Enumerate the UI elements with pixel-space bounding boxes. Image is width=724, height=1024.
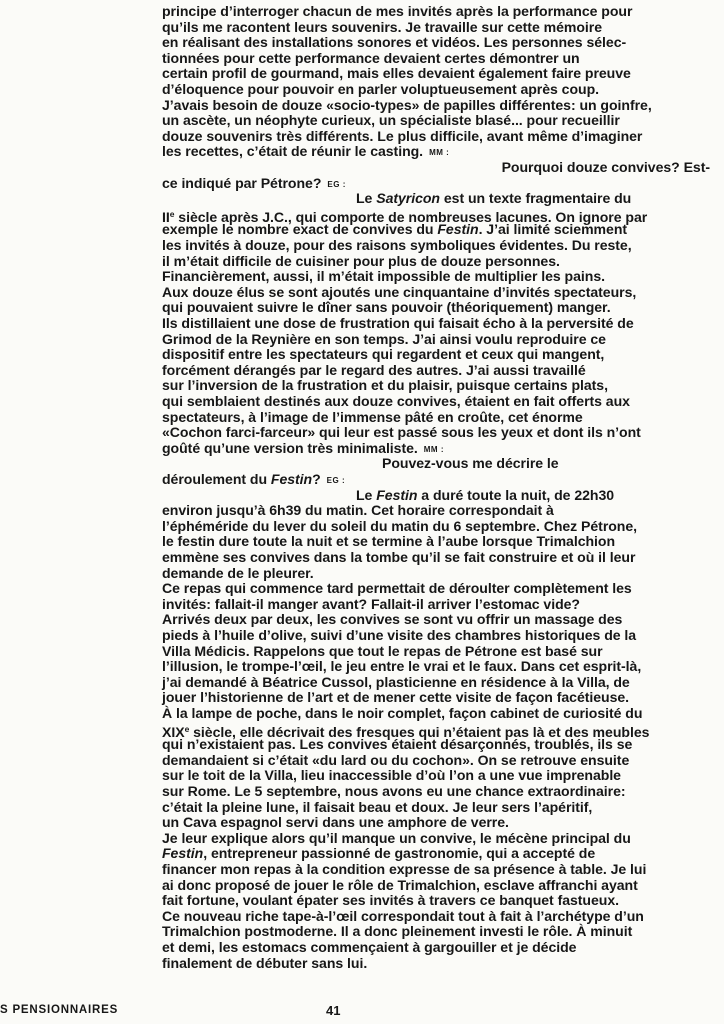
text-line <box>162 410 710 426</box>
text-line-content: À la lampe de poche, dans le noir complet, façon cabinet de curiosité du <box>162 705 643 721</box>
text-line-content: certain profil de gourmand, mais elles devaient également faire preuve <box>162 65 631 82</box>
text-line <box>162 191 710 207</box>
text-line-content: Le Festin a duré toute la nuit, de 22h30 <box>356 486 615 503</box>
text-line-content: tionnées pour cette performance devaient certes démontrer un <box>162 49 580 66</box>
text-line-content: invités: fallait-il manger avant? Fallait-il arriver l’estomac vide? <box>162 595 580 612</box>
text-line-content: qui n’existaient pas. Les convives étaient désarçonnés, troublés, ils se <box>162 736 633 753</box>
text-line-content: «Cochon farci-farceur» qui leur est passé sous les yeux et dont ils n’ont <box>162 424 641 441</box>
text-line <box>162 924 710 940</box>
text-line <box>162 566 710 582</box>
text-line <box>162 581 710 597</box>
text-line-content: qui semblaient destinés aux douze convives, étaient en fait offerts aux <box>162 393 630 409</box>
text-line-content: environ jusqu’à 6h39 du matin. Cet horaire correspondait à <box>162 502 554 519</box>
text-line-content: c’était la pleine lune, il faisait beau et doux. Je leur sers l’apéritif, <box>162 798 593 815</box>
speaker-tag: MM : <box>423 444 444 454</box>
text-line <box>162 441 710 457</box>
text-line <box>162 550 710 566</box>
text-line-content: dispositif entre les spectateurs qui regardent et ceux qui mangent, <box>162 346 605 363</box>
text-line-content: sur Rome. Le 5 septembre, nous avons eu une chance extraordinaire: <box>162 783 626 799</box>
text-line-content: j’ai demandé à Béatrice Cussol, plasticienne en résidence à la Villa, de <box>162 673 630 690</box>
text-line-content: financer mon repas à la condition expresse de sa présence à table. Je lui <box>162 861 647 877</box>
text-line <box>162 659 710 675</box>
text-line-content: déroulement du Festin? <box>162 471 321 487</box>
text-line <box>162 207 710 223</box>
text-line-content: Grimod de la Reynière en son temps. J’ai ainsi voulu reproduire ce <box>162 330 606 347</box>
text-line-content: Ce repas qui commence tard permettait de déroulter complètement les <box>162 580 632 597</box>
text-line <box>162 722 710 738</box>
text-line-content: fait fortune, voulant épater ses invités à travers ce banquet fastueux. <box>162 892 619 909</box>
text-line-content: Trimalchion postmoderne. Il a donc pleinement investi le rôle. À minuit <box>162 923 633 940</box>
text-line <box>162 238 710 254</box>
text-line-content: qui pouvaient suivre le dîner sans pouvoir (théoriquement) manger. <box>162 299 611 316</box>
text-line <box>162 394 710 410</box>
text-line <box>162 222 710 238</box>
text-line <box>162 597 710 613</box>
text-line <box>162 98 710 114</box>
text-line <box>162 82 710 98</box>
text-line-content: emmène ses convives dans la tombe qu’il se fait construire et où il leur <box>162 549 636 565</box>
text-line-content: Financièrement, aussi, il m’était impossible de multiplier les pains. <box>162 268 605 285</box>
page-number: 41 <box>326 1003 341 1018</box>
text-line <box>162 815 710 831</box>
text-line <box>162 35 710 51</box>
text-line <box>162 378 710 394</box>
text-line-content: d’éloquence pour pouvoir en parler voluptueusement après coup. <box>162 81 600 97</box>
text-line <box>162 503 710 519</box>
text-line <box>162 628 710 644</box>
text-line-content: pieds à l’huile d’olive, suivi d’une visite des chambres historiques de la <box>162 627 637 643</box>
text-line <box>162 488 710 504</box>
text-line-content: forcément dérangés par le regard des autres. J’ai aussi travaillé <box>162 361 586 378</box>
text-line <box>162 347 710 363</box>
text-line <box>162 129 710 145</box>
text-line-content: demandaient si c’était «du lard ou du cochon». On se retrouve ensuite <box>162 751 630 768</box>
text-line-content: en réalisant des installations sonores et vidéos. Les personnes sélec- <box>162 34 627 51</box>
text-line-content: exemple le nombre exact de convives du Festin. J’ai limité sciemment <box>162 221 628 238</box>
text-line <box>162 254 710 270</box>
text-line-content: et demi, les estomacs commençaient à gargouiller et je décide <box>162 939 577 955</box>
text-line-content: ce indiqué par Pétrone? <box>162 174 322 191</box>
text-line-content: finalement de débuter sans lui. <box>162 954 368 971</box>
text-line <box>162 160 710 176</box>
text-line <box>162 706 710 722</box>
text-line <box>162 831 710 847</box>
text-line-content: Pouvez-vous me décrire le <box>382 455 559 472</box>
text-line <box>162 956 710 972</box>
text-line <box>162 644 710 660</box>
text-line-content: Festin, entrepreneur passionné de gastronomie, qui a accepté de <box>162 845 596 862</box>
text-line <box>162 456 710 472</box>
speaker-tag: EG : <box>327 179 346 189</box>
text-line <box>162 893 710 909</box>
text-line <box>162 768 710 784</box>
text-line <box>162 332 710 348</box>
text-line-content: jouer l’historienne de l’art et de mener cette visite de façon facétieuse. <box>162 689 630 706</box>
text-line <box>162 20 710 36</box>
text-line <box>162 51 710 67</box>
speaker-tag: EG : <box>326 476 346 485</box>
text-line <box>162 675 710 691</box>
text-line-content: demande de le pleurer. <box>162 564 314 581</box>
text-line-content: le festin dure toute la nuit et se termine à l’aube lorsque Trimalchion <box>162 533 616 550</box>
text-line <box>162 940 710 956</box>
text-line <box>162 176 710 192</box>
text-line <box>162 534 710 550</box>
text-line <box>162 737 710 753</box>
text-line-content: sur le toit de la Villa, lieu inaccessible d’où l’on a une vue imprenable <box>162 767 621 784</box>
text-line-content: spectateurs, à l’image de l’immense pâté en croûte, cet énorme <box>162 408 583 425</box>
text-line <box>162 612 710 628</box>
text-line <box>162 4 710 20</box>
text-line-content: un ascète, un néophyte curieux, un spécialiste blasé... pour recueillir <box>162 112 620 129</box>
text-line <box>162 472 710 488</box>
text-line-content: l’illusion, le trompe-l’œil, le jeu entre le vrai et le faux. Dans cet esprit-là, <box>162 658 642 675</box>
text-line-content: Je leur explique alors qu’il manque un convive, le mécène principal du <box>162 829 631 846</box>
text-line-content: il m’était difficile de cuisiner pour plus de douze personnes. <box>162 252 560 269</box>
text-line <box>162 363 710 379</box>
text-line <box>162 425 710 441</box>
text-line-content: principe d’interroger chacun de mes invités après la performance pour <box>162 3 633 19</box>
text-line <box>162 519 710 535</box>
text-line <box>162 316 710 332</box>
text-line-content: les recettes, c’était de réunir le casting. <box>162 143 424 160</box>
text-line <box>162 66 710 82</box>
text-line-content: XIXe siècle, elle décrivait des fresques qui n’étaient pas là et des meubles <box>162 723 650 740</box>
text-line-content: J’avais besoin de douze «socio-types» de papilles différentes: un goinfre, <box>162 96 652 113</box>
text-line-content: un Cava espagnol servi dans une amphore de verre. <box>162 814 509 831</box>
text-line <box>162 753 710 769</box>
text-line-content: douze souvenirs très différents. Le plus difficile, avant même d’imaginer <box>162 127 643 144</box>
text-line-content: qu’ils me racontent leurs souvenirs. Je travaille sur cette mémoire <box>162 18 602 35</box>
text-line-content: Arrivés deux par deux, les convives se sont vu offrir un massage des <box>162 611 623 628</box>
text-line-content: IIe siècle après J.C., qui comporte de nombreuses lacunes. On ignore par <box>162 208 648 225</box>
text-line-content: goûté qu’une version très minimaliste. <box>162 439 418 456</box>
text-line-content: l’éphéméride du lever du soleil du matin du 6 septembre. Chez Pétrone, <box>162 517 638 534</box>
text-line <box>162 909 710 925</box>
text-line <box>162 846 710 862</box>
text-line-content: ai donc proposé de jouer le rôle de Trimalchion, esclave affranchi ayant <box>162 876 638 893</box>
text-line <box>162 800 710 816</box>
text-line-content: Ils distillaient une dose de frustration qui faisait écho à la perversité de <box>162 315 634 331</box>
text-line <box>162 862 710 878</box>
text-line-content: Pourquoi douze convives? Est- <box>501 159 710 175</box>
text-line <box>162 690 710 706</box>
text-line <box>162 269 710 285</box>
text-line-content: Aux douze élus se sont ajoutés une cinquantaine d’invités spectateurs, <box>162 283 637 300</box>
text-line-content: les invités à douze, pour des raisons symboliques évidentes. Du reste, <box>162 237 632 253</box>
text-line <box>162 878 710 894</box>
text-line-content: Villa Médicis. Rappelons que tout le repas de Pétrone est basé sur <box>162 642 603 659</box>
text-line <box>162 285 710 301</box>
speaker-tag: MM : <box>429 148 450 158</box>
text-line-content: sur l’inversion de la frustration et du plaisir, puisque certains plats, <box>162 377 608 394</box>
running-footer-section: S PENSIONNAIRES <box>0 1004 119 1016</box>
text-line <box>162 144 710 160</box>
text-line <box>162 113 710 129</box>
text-line-content: Le Satyricon est un texte fragmentaire du <box>356 190 632 207</box>
text-line-content: Ce nouveau riche tape-à-l’œil correspondait tout à fait à l’archétype d’un <box>162 907 644 924</box>
text-line <box>162 300 710 316</box>
text-line <box>162 784 710 800</box>
